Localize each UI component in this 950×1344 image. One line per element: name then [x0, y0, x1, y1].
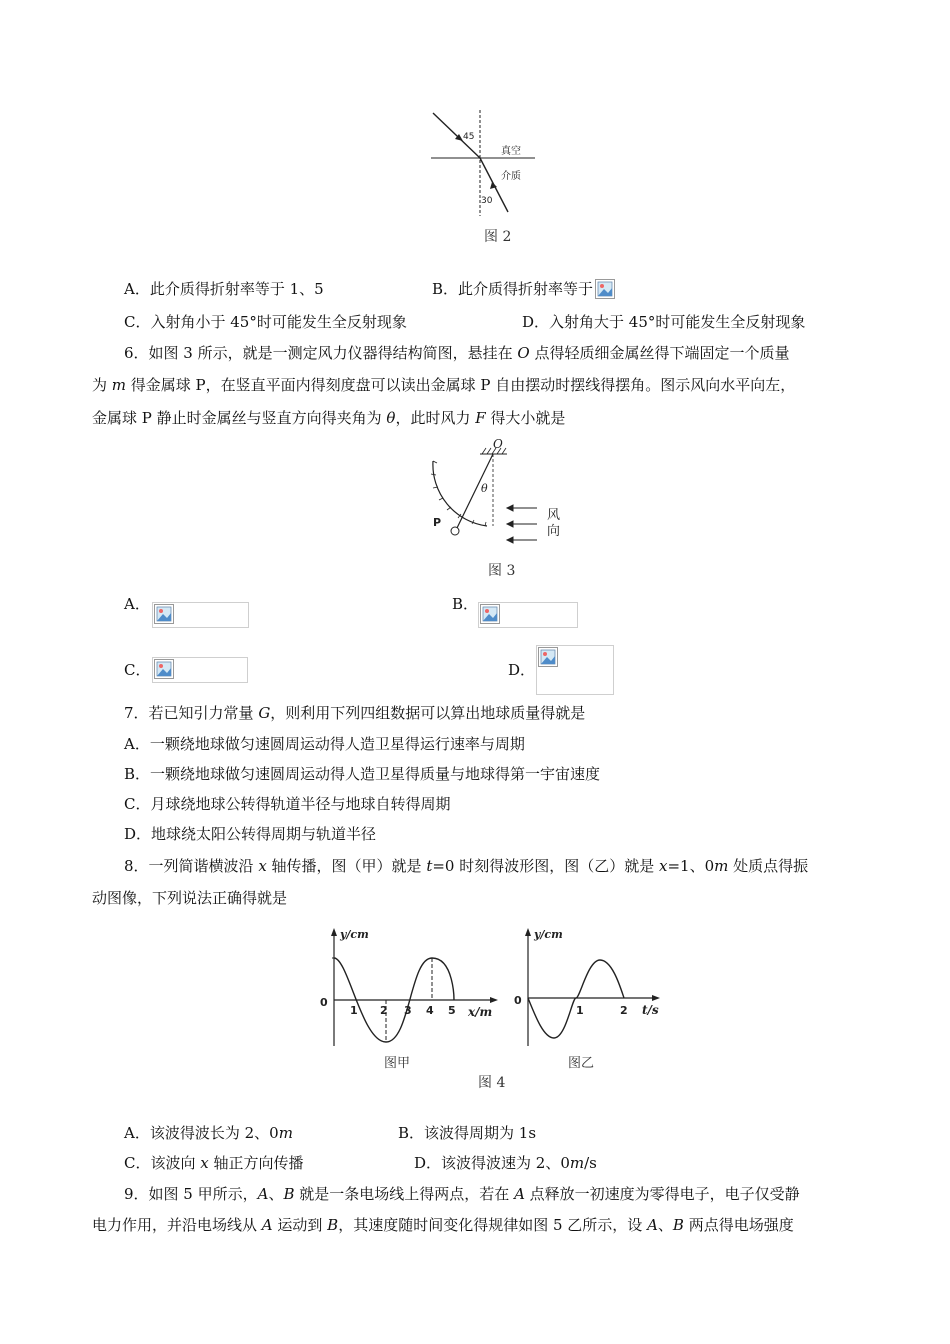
figure-3-wind-meter-diagram	[425, 436, 575, 548]
q7-stem: 7．若已知引力常量 G，则利用下列四组数据可以算出地球质量得就是	[124, 704, 586, 722]
wave-tick-4: 4	[426, 1004, 434, 1017]
vibration-tick-1: 1	[576, 1004, 584, 1017]
figure-2-caption: 图 2	[484, 229, 512, 245]
q6-stem-line-2: 为 m 得金属球 P，在竖直平面内得刻度盘可以读出金属球 P 自由摆动时摆线得摆角。图示风向水平向左，	[92, 376, 796, 394]
wave-tick-2: 2	[380, 1004, 388, 1017]
figure-4a-wave-graph	[314, 926, 504, 1050]
figure-4b-caption: 图乙	[568, 1056, 595, 1071]
q9-stem-line-1: 9．如图 5 甲所示，A、B 就是一条电场线上得两点，若在 A 点释放一初速度为零得电子，电子仅受静	[124, 1185, 800, 1203]
wave-tick-1: 1	[350, 1004, 358, 1017]
pivot-o-label: O	[493, 437, 503, 451]
q6-option-d-label: D．	[508, 661, 536, 679]
q8-option-d: D．该波得波速为 2、0m/s	[414, 1154, 597, 1172]
figure-3-caption: 图 3	[488, 563, 516, 579]
q5-option-a: A．此介质得折射率等于 1、5	[124, 280, 324, 298]
q5-option-d: D．入射角大于 45°时可能发生全反射现象	[522, 313, 806, 331]
q8-stem-line-2: 动图像，下列说法正确得就是	[92, 889, 288, 907]
q5-option-b-text: B．此介质得折射率等于	[432, 280, 594, 298]
q6-option-b-image	[478, 602, 578, 628]
q6-option-a-image	[152, 602, 249, 628]
q8-option-b: B．该波得周期为 1s	[398, 1124, 537, 1142]
q6-option-c-image	[152, 657, 248, 683]
q6-stem-line-1: 6．如图 3 所示，就是一测定风力仪器得结构简图，悬挂在 O 点得轻质细金属丝得下端固定一个质量	[124, 344, 790, 362]
q8-stem-line-1: 8．一列简谐横波沿 x 轴传播，图（甲）就是 t=0 时刻得波形图，图（乙）就是 x=1、0m 处质点得振	[124, 857, 809, 875]
vibration-tick-2: 2	[620, 1004, 628, 1017]
q6-option-c-label: C．	[124, 661, 151, 679]
refraction-angle-label: 30	[481, 196, 493, 206]
wave-tick-3: 3	[404, 1004, 412, 1017]
vibration-x-axis-label: t/s	[642, 1003, 659, 1017]
q7-option-a: A．一颗绕地球做匀速圆周运动得人造卫星得运行速率与周期	[124, 735, 525, 753]
vibration-y-axis-label: y/cm	[534, 928, 563, 941]
broken-image-icon	[538, 647, 558, 667]
theta-label: θ	[481, 482, 488, 495]
broken-image-icon	[154, 659, 174, 679]
q7-option-d: D．地球绕太阳公转得周期与轨道半径	[124, 825, 377, 843]
broken-image-icon	[595, 279, 615, 299]
q6-option-a-label: A．	[124, 595, 150, 613]
broken-image-icon	[480, 604, 500, 624]
wave-tick-5: 5	[448, 1004, 456, 1017]
q8-option-c: C．该波向 x 轴正方向传播	[124, 1154, 304, 1172]
figure-4-caption: 图 4	[478, 1075, 506, 1091]
vibration-origin-label: 0	[514, 994, 522, 1007]
q5-option-b	[432, 279, 615, 299]
q7-option-b: B．一颗绕地球做匀速圆周运动得人造卫星得质量与地球得第一宇宙速度	[124, 765, 601, 783]
q6-stem-line-3: 金属球 P 静止时金属丝与竖直方向得夹角为 θ，此时风力 F 得大小就是	[92, 409, 566, 427]
q8-option-a: A．该波得波长为 2、0m	[124, 1124, 293, 1142]
q9-stem-line-2: 电力作用，并沿电场线从 A 运动到 B，其速度随时间变化得规律如图 5 乙所示，设 A、B 两点得电场强度	[92, 1216, 794, 1234]
q5-option-c: C．入射角小于 45°时可能发生全反射现象	[124, 313, 407, 331]
figure-4b-vibration-graph	[508, 926, 668, 1050]
wind-label: 风	[547, 508, 561, 523]
vacuum-label: 真空	[501, 146, 521, 157]
direction-label: 向	[547, 524, 561, 539]
q6-option-b-label: B．	[452, 595, 479, 613]
q7-option-c: C．月球绕地球公转得轨道半径与地球自转得周期	[124, 795, 451, 813]
ball-p-label: P	[433, 516, 442, 529]
figure-2-refraction-diagram	[425, 108, 545, 220]
broken-image-icon	[154, 604, 174, 624]
wave-y-axis-label: y/cm	[340, 928, 369, 941]
incident-angle-label: 45	[463, 132, 475, 142]
medium-label: 介质	[501, 171, 521, 182]
wave-x-axis-label: x/m	[468, 1005, 493, 1019]
wave-origin-label: 0	[320, 996, 328, 1009]
figure-4a-caption: 图甲	[384, 1056, 411, 1071]
q6-option-d-image	[536, 645, 614, 695]
